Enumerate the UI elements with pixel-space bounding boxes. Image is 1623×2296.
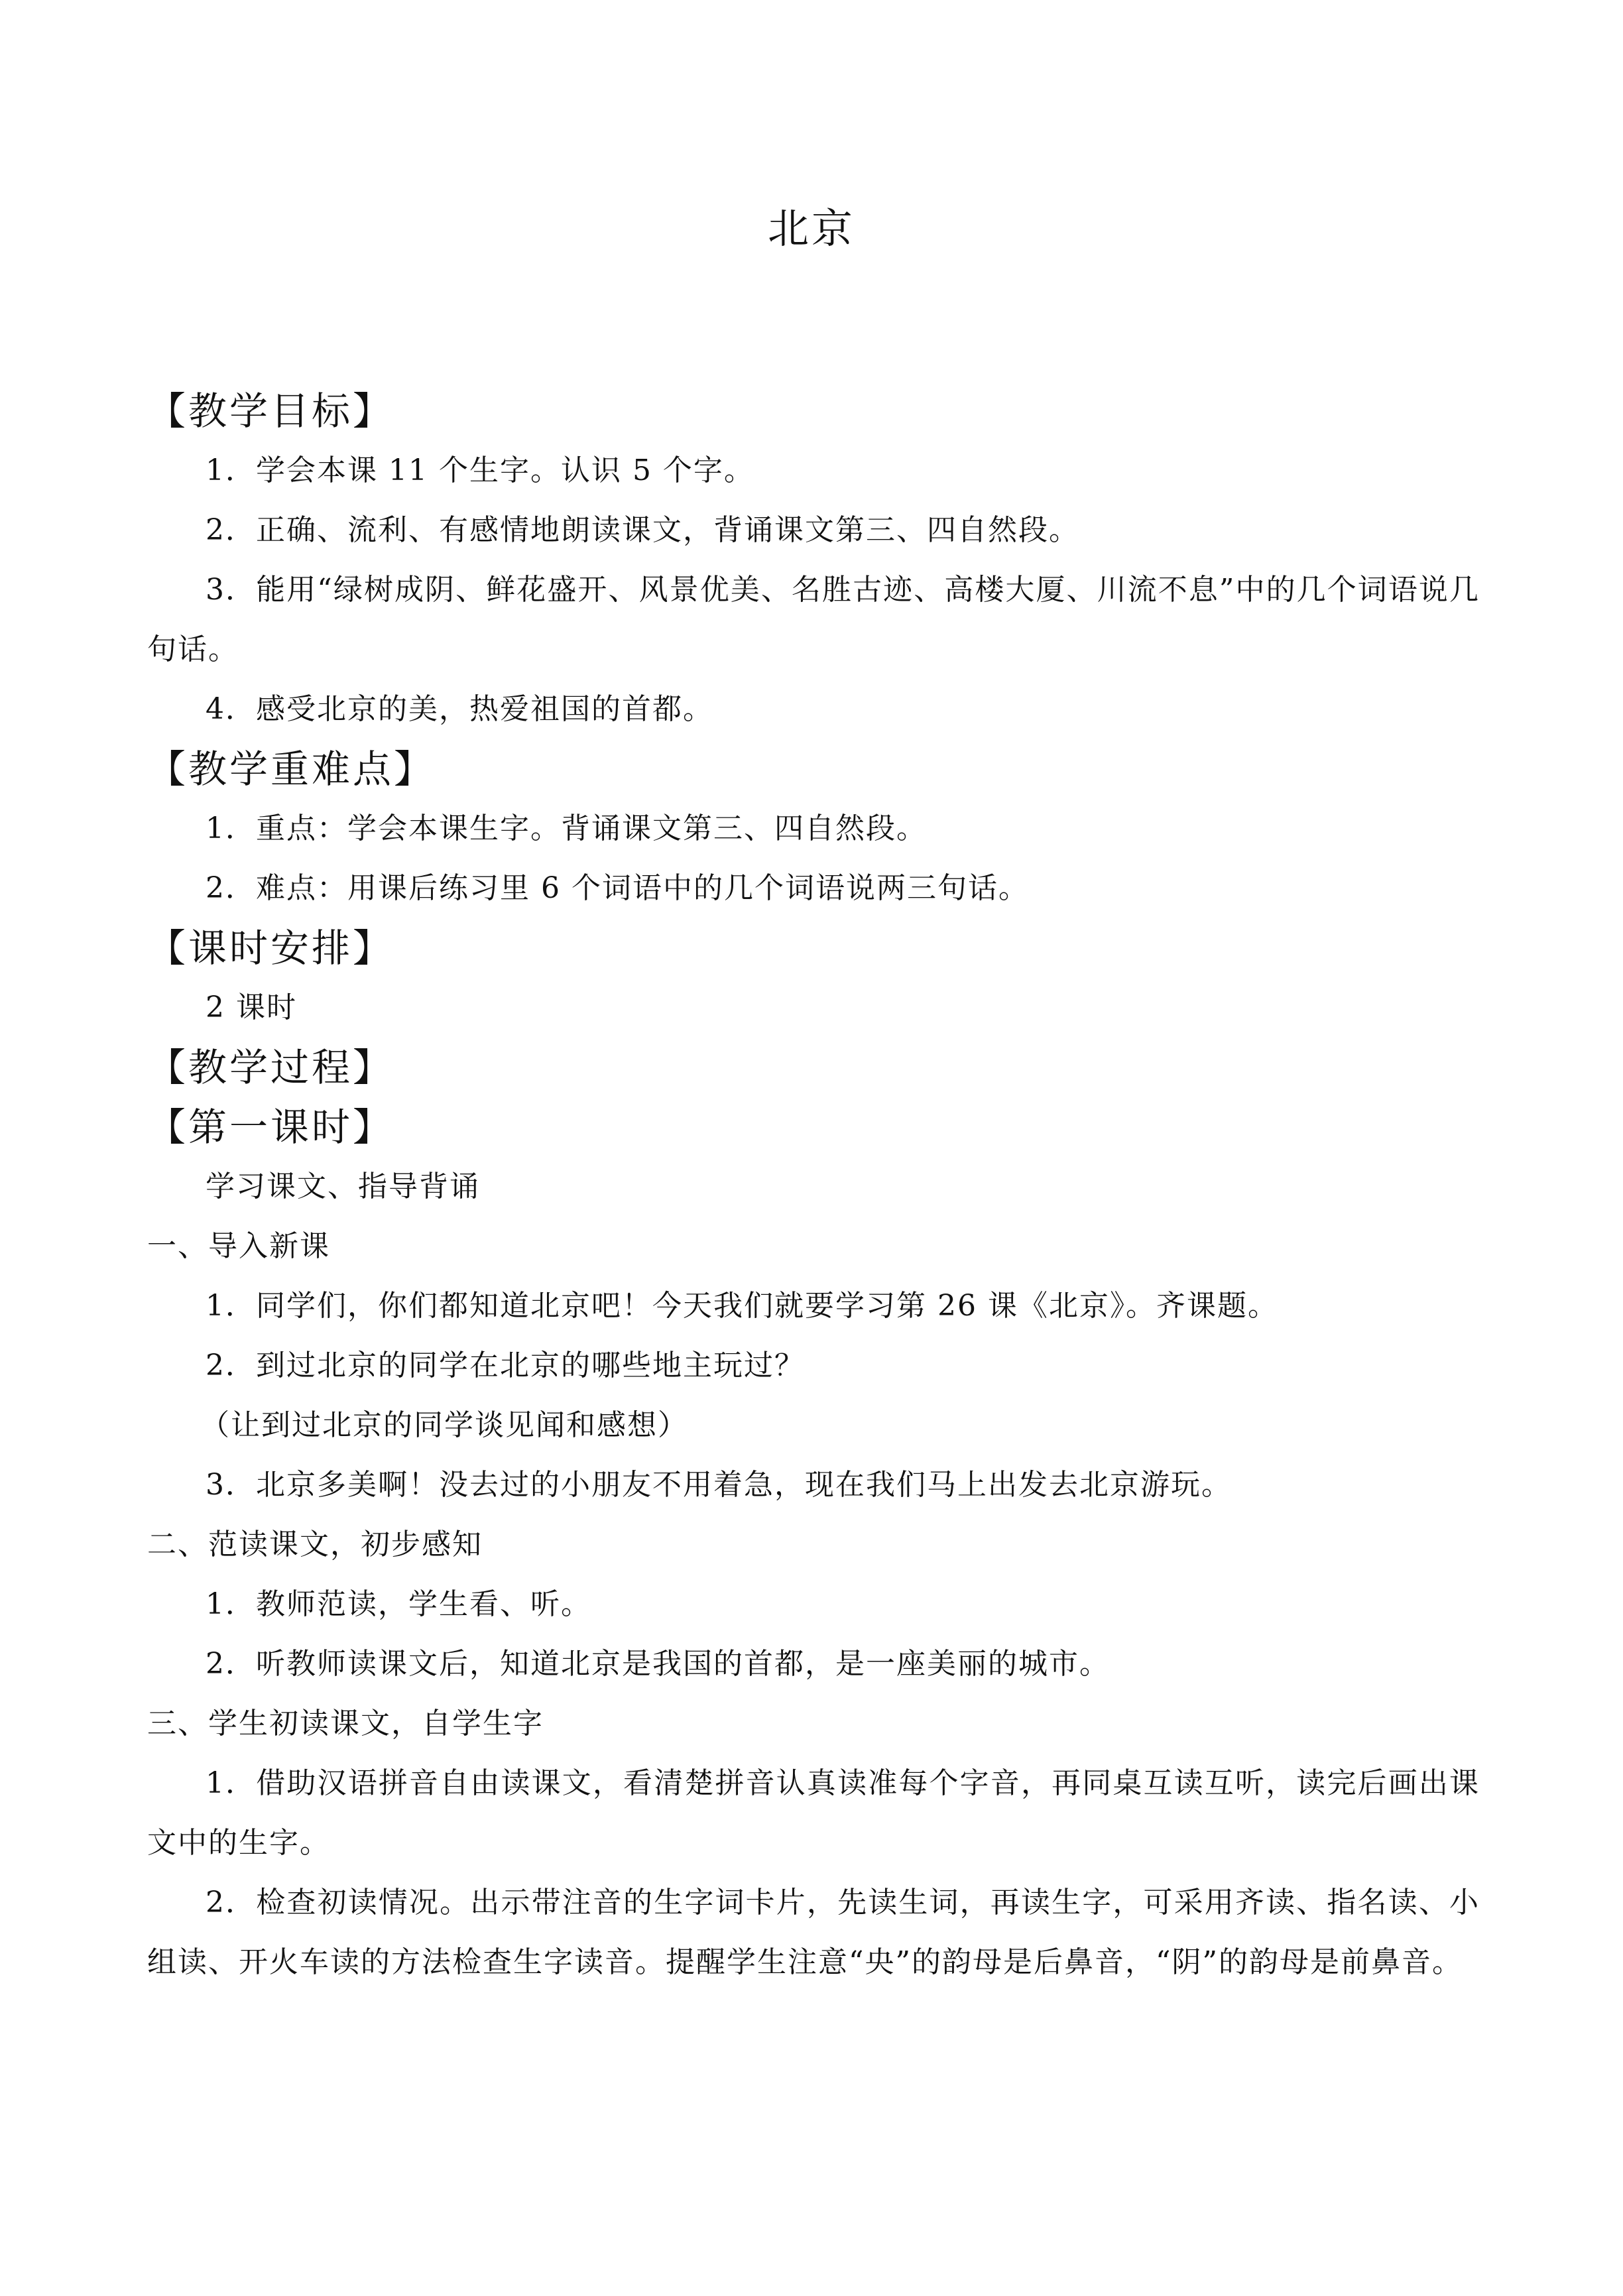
goal-item: 2．正确、流利、有感情地朗读课文，背诵课文第三、四自然段。 [206, 513, 1079, 547]
section-item: 2．检查初读情况。出示带注音的生字词卡片，先读生词，再读生字，可采用齐读、指名读、小组读、开火车读的方法检查生字读音。提醒学生注意“央”的韵母是后鼻音，“阴”的韵母是前鼻音。 [147, 1886, 1480, 1979]
section-note: （让到过北京的同学谈见闻和感想） [200, 1408, 688, 1442]
section-title: 三、学生初读课文，自学生字 [147, 1707, 544, 1740]
goal-item: 4．感受北京的美，热爱祖国的首都。 [206, 692, 713, 726]
lesson1-subtitle: 学习课文、指导背诵 [206, 1170, 480, 1203]
goal-item: 1．学会本课 11 个生字。认识 5 个字。 [206, 453, 754, 487]
section-item: 1．同学们，你们都知道北京吧！今天我们就要学习第 26 课《北京》。齐课题。 [206, 1289, 1278, 1323]
schedule-text: 2 课时 [206, 991, 297, 1024]
schedule-heading: 【课时安排】 [147, 926, 394, 971]
section-title: 二、范读课文，初步感知 [147, 1528, 483, 1561]
section-item: 1．借助汉语拼音自由读课文，看清楚拼音认真读准每个字音，再同桌互读互听，读完后画出课文中的生字。 [147, 1766, 1480, 1860]
lesson1-heading: 【第一课时】 [147, 1105, 394, 1150]
page-title: 北京 [767, 204, 855, 253]
section-item: 1．教师范读，学生看、听。 [206, 1587, 591, 1621]
section-item: 2．到过北京的同学在北京的哪些地主玩过？ [206, 1349, 805, 1382]
document-body [147, 381, 1480, 1992]
keypoint-item: 2．难点：用课后练习里 6 个词语中的几个词语说两三句话。 [206, 871, 1029, 905]
goals-heading: 【教学目标】 [147, 389, 394, 434]
section-item: 3．北京多美啊！没去过的小朋友不用着急，现在我们马上出发去北京游玩。 [206, 1468, 1232, 1502]
goal-item: 3．能用“绿树成阴、鲜花盛开、风景优美、名胜古迹、高楼大厦、川流不息”中的几个词语说几句话。 [147, 573, 1480, 666]
process-heading: 【教学过程】 [147, 1045, 394, 1090]
section-title: 一、导入新课 [147, 1229, 330, 1263]
keypoint-item: 1．重点：学会本课生字。背诵课文第三、四自然段。 [206, 812, 927, 845]
section-item: 2．听教师读课文后，知道北京是我国的首都，是一座美丽的城市。 [206, 1647, 1110, 1681]
keypoints-heading: 【教学重难点】 [147, 747, 436, 792]
